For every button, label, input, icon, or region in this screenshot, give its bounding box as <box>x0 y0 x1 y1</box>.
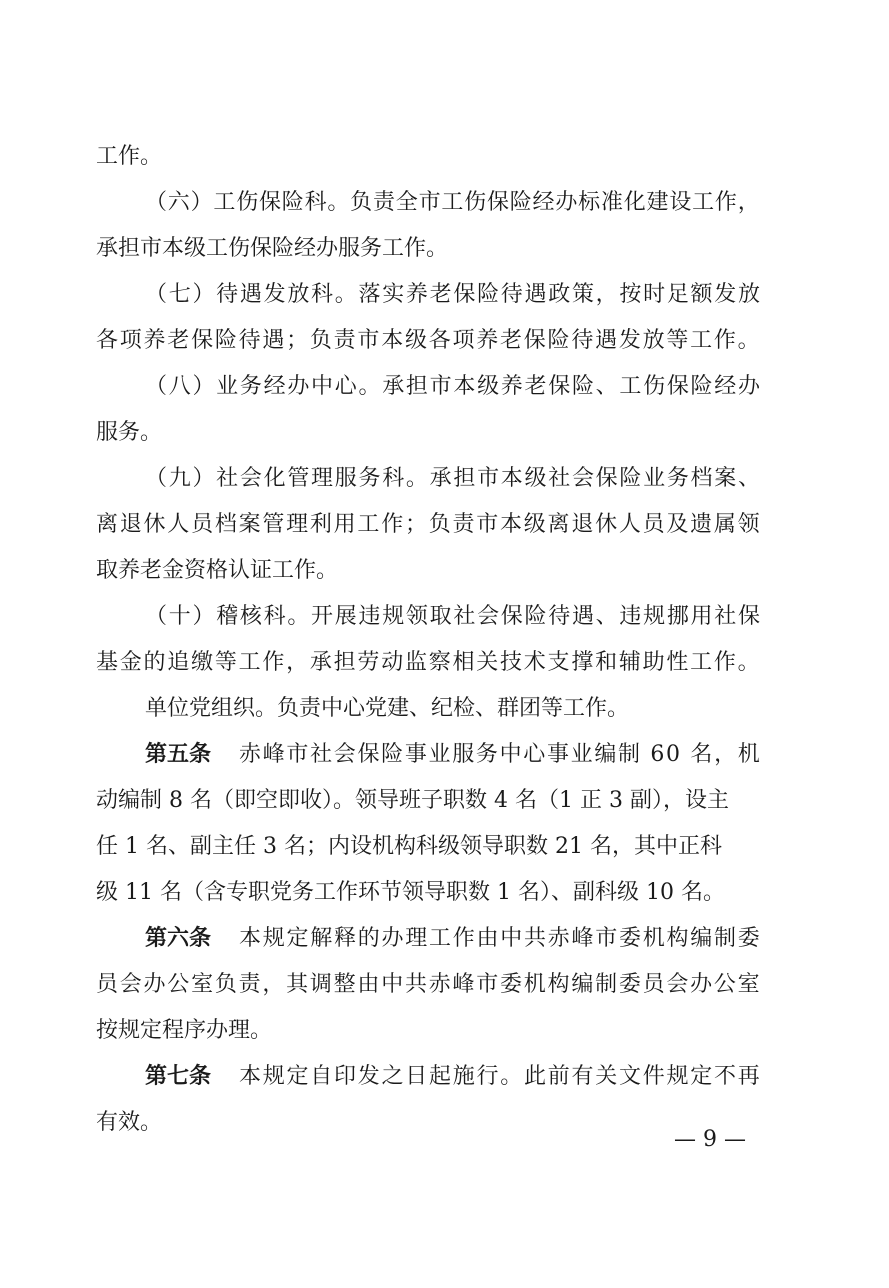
article-label: 第六条 <box>145 926 212 951</box>
text-line: （ 七 ） 待 遇 发 放 科 。 落 实 养 老 保 险 待 遇 政 策 ， 按 时 足 额 发 放 <box>145 282 760 307</box>
text-line: 离 退 休 人 员 档 案 管 理 利 用 工 作 ； 负 责 市 本 级 离 退 休 人 员 及 遗 属 领 <box>96 512 760 537</box>
text-line: （ 六 ） 工 伤 保 险 科 。 负 责 全 市 工 伤 保 险 经 办 标 准 化 建 设 工 作 ， <box>145 190 760 215</box>
text-line: 工作。 <box>96 144 163 169</box>
article-label: 第七条 <box>145 1064 212 1089</box>
text-line: 有效。 <box>96 1110 163 1135</box>
text-line: 任 1 名、副主任 3 名；内设机构科级领导职数 21 名，其中正科 <box>96 834 722 859</box>
text-line: 按规定程序办理。 <box>96 1018 273 1043</box>
text-line: （ 八 ） 业 务 经 办 中 心 。 承 担 市 本 级 养 老 保 险 、 工 伤 保 险 经 办 <box>145 374 760 399</box>
text-line: 级 11 名（含专职党务工作环节领导职数 1 名）、副科级 10 名。 <box>96 880 725 905</box>
text-line: （ 十 ） 稽 核 科 。 开 展 违 规 领 取 社 会 保 险 待 遇 、 违 规 挪 用 社 保 <box>145 604 760 629</box>
article-label: 第五条 <box>145 742 212 767</box>
text-line: 取养老金资格认证工作。 <box>96 558 339 583</box>
text-line: 服务。 <box>96 420 163 445</box>
text-line: 基 金 的 追 缴 等 工 作 ， 承 担 劳 动 监 察 相 关 技 术 支 撑 和 辅 助 性 工 作 。 <box>96 650 760 675</box>
page-number: — 9 — <box>674 1127 746 1152</box>
article-text: 本 规 定 自 印 发 之 日 起 施 行 。 此 前 有 关 文 件 规 定 不 再 <box>239 1064 760 1089</box>
text-line: 承担市本级工伤保险经办服务工作。 <box>96 236 449 261</box>
text-line: （ 九 ） 社 会 化 管 理 服 务 科 。 承 担 市 本 级 社 会 保 险 业 务 档 案 、 <box>145 466 760 491</box>
text-line: 员 会 办 公 室 负 责 ， 其 调 整 由 中 共 赤 峰 市 委 机 构 编 制 委 员 会 办 公 室 <box>96 972 760 997</box>
text-line: 动编制 8 名（即空即收）。领导班子职数 4 名（1 正 3 副），设主 <box>96 788 729 813</box>
article-text: 赤 峰 市 社 会 保 险 事 业 服 务 中 心 事 业 编 制 6 0 名 ， 机 <box>239 742 760 767</box>
article-text: 本 规 定 解 释 的 办 理 工 作 由 中 共 赤 峰 市 委 机 构 编 制 委 <box>239 926 760 951</box>
text-line: 各 项 养 老 保 险 待 遇 ； 负 责 市 本 级 各 项 养 老 保 险 待 遇 发 放 等 工 作 。 <box>96 328 760 353</box>
text-line: 单位党组织。负责中心党建、纪检、群团等工作。 <box>145 696 630 721</box>
